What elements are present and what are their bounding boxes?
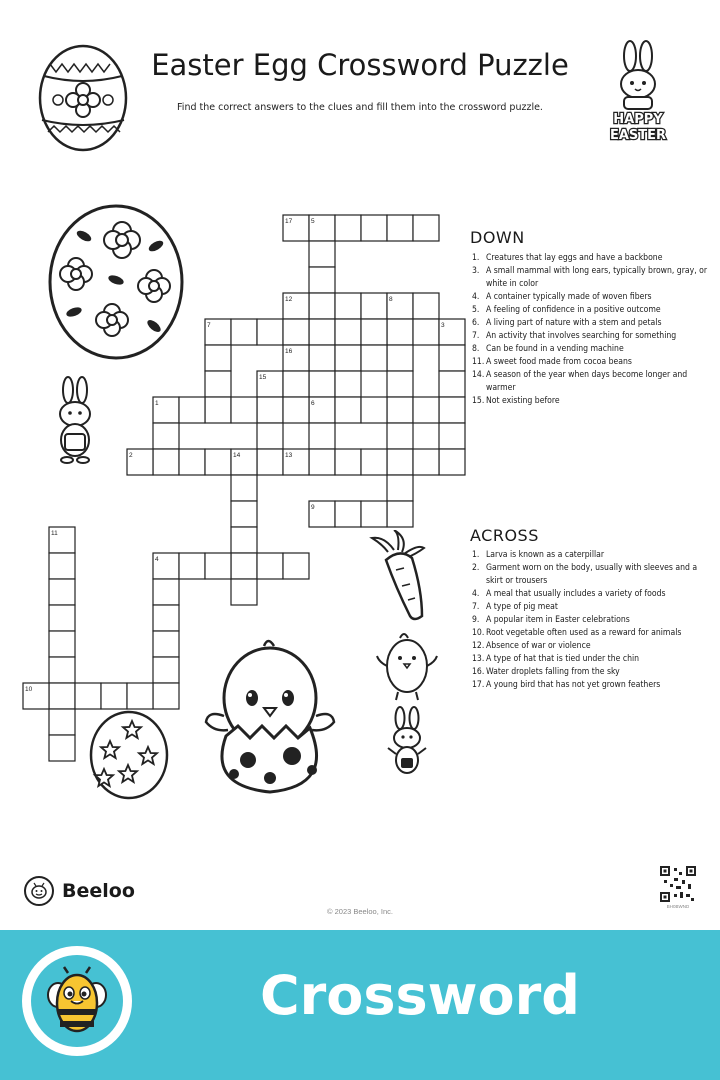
bunny-icon xyxy=(50,376,100,468)
crossword-cell[interactable] xyxy=(309,501,335,527)
crossword-cell[interactable] xyxy=(231,475,257,501)
across-clue xyxy=(472,653,712,666)
crossword-cell[interactable] xyxy=(75,683,101,709)
cell-number: 12 xyxy=(285,296,293,303)
cell-number: 14 xyxy=(233,452,241,459)
clue-text: A popular item in Easter celebrations xyxy=(486,615,630,625)
clue-number: 3. xyxy=(472,266,480,276)
crossword-cell[interactable] xyxy=(283,345,309,371)
crossword-cell[interactable] xyxy=(257,371,283,397)
crossword-cell[interactable] xyxy=(153,579,179,605)
crossword-cell[interactable] xyxy=(309,267,335,293)
clue-number: 1. xyxy=(472,550,480,560)
clue-text: Not existing before xyxy=(486,396,560,406)
brand[interactable] xyxy=(24,876,135,906)
crossword-cell[interactable] xyxy=(179,449,205,475)
clue-text: Water droplets falling from the sky xyxy=(486,667,620,677)
crossword-cell[interactable] xyxy=(23,683,49,709)
svg-text:EASTER: EASTER xyxy=(609,128,667,143)
cell-number: 7 xyxy=(207,322,211,329)
down-clue xyxy=(472,369,712,395)
clue-text: A feeling of confidence in a positive outcome xyxy=(486,305,661,315)
across-clue xyxy=(472,601,712,614)
cell-number: 13 xyxy=(285,452,293,459)
crossword-cell[interactable] xyxy=(309,293,335,319)
crossword-cell[interactable] xyxy=(49,683,75,709)
clue-number: 7. xyxy=(472,331,480,341)
clue-text: A type of hat that is tied under the chin xyxy=(486,654,640,664)
crossword-cell[interactable] xyxy=(231,579,257,605)
crossword-cell[interactable] xyxy=(387,449,413,475)
crossword-cell[interactable] xyxy=(413,397,439,423)
crossword-cell[interactable] xyxy=(257,449,283,475)
crossword-cell[interactable] xyxy=(179,397,205,423)
crossword-cell[interactable] xyxy=(205,449,231,475)
clue-number: 9. xyxy=(472,615,480,625)
clue-text: A type of pig meat xyxy=(486,602,558,612)
crossword-cell[interactable] xyxy=(439,423,465,449)
down-clue-list xyxy=(472,252,712,408)
crossword-cell[interactable] xyxy=(361,397,387,423)
clue-number: 2. xyxy=(472,563,480,573)
crossword-cell[interactable] xyxy=(387,215,413,241)
clue-text: A sweet food made from cocoa beans xyxy=(486,357,632,367)
crossword-cell[interactable] xyxy=(127,683,153,709)
clue-number: 16. xyxy=(472,667,485,677)
crossword-cell[interactable] xyxy=(153,449,179,475)
down-heading: DOWN xyxy=(470,228,525,247)
clue-text: A living part of nature with a stem and petals xyxy=(486,318,662,328)
crossword-cell[interactable] xyxy=(231,527,257,553)
crossword-cell[interactable] xyxy=(153,397,179,423)
crossword-cell[interactable] xyxy=(309,241,335,267)
crossword-cell[interactable] xyxy=(257,423,283,449)
crossword-cell[interactable] xyxy=(387,293,413,319)
crossword-cell[interactable] xyxy=(49,527,75,553)
across-clue xyxy=(472,679,712,692)
cell-number: 8 xyxy=(389,296,393,303)
crossword-cell[interactable] xyxy=(205,553,231,579)
cell-number: 11 xyxy=(51,530,58,537)
crossword-cell[interactable] xyxy=(413,319,439,345)
clue-number: 8. xyxy=(472,344,480,354)
egg-flower-icon xyxy=(36,40,130,152)
cell-number: 17 xyxy=(285,218,293,225)
crossword-cell[interactable] xyxy=(231,553,257,579)
clue-text: A meal that usually includes a variety of foods xyxy=(486,589,666,599)
crossword-cell[interactable] xyxy=(283,553,309,579)
crossword-cell[interactable] xyxy=(231,397,257,423)
clue-text: Can be found in a vending machine xyxy=(486,344,624,354)
qr-code-icon[interactable] xyxy=(660,866,696,902)
cell-number: 1 xyxy=(155,400,159,407)
crossword-cell[interactable] xyxy=(335,501,361,527)
crossword-cell[interactable] xyxy=(361,501,387,527)
cell-number: 3 xyxy=(441,322,445,329)
page-title: Easter Egg Crossword Puzzle xyxy=(151,48,569,82)
crossword-cell[interactable] xyxy=(309,319,335,345)
bee-icon xyxy=(44,965,110,1037)
bee-icon xyxy=(24,876,54,906)
crossword-cell[interactable] xyxy=(309,345,335,371)
crossword-cell[interactable] xyxy=(439,397,465,423)
down-clue xyxy=(472,252,712,265)
crossword-cell[interactable] xyxy=(257,319,283,345)
down-clue xyxy=(472,343,712,356)
clue-text: An activity that involves searching for something xyxy=(486,331,677,341)
crossword-cell[interactable] xyxy=(413,215,439,241)
clue-text: A container typically made of woven fibers xyxy=(486,292,652,302)
crossword-cell[interactable] xyxy=(335,397,361,423)
down-clue xyxy=(472,265,712,291)
crossword-cell[interactable] xyxy=(283,449,309,475)
crossword-cell[interactable] xyxy=(387,345,413,371)
clue-number: 13. xyxy=(472,654,485,664)
clue-number: 4. xyxy=(472,589,480,599)
crossword-cell[interactable] xyxy=(257,397,283,423)
crossword-cell[interactable] xyxy=(439,345,465,371)
clue-text: Creatures that lay eggs and have a backbone xyxy=(486,253,663,263)
crossword-cell[interactable] xyxy=(413,293,439,319)
clue-text: Larva is known as a caterpillar xyxy=(486,550,605,560)
crossword-cell[interactable] xyxy=(335,319,361,345)
crossword-cell[interactable] xyxy=(335,293,361,319)
crossword-cell[interactable] xyxy=(335,371,361,397)
bee-badge xyxy=(22,946,132,1056)
cell-number: 9 xyxy=(311,504,315,511)
crossword-cell[interactable] xyxy=(205,345,231,371)
crossword-cell[interactable] xyxy=(49,579,75,605)
crossword-cell[interactable] xyxy=(283,397,309,423)
clue-text: A small mammal with long ears, typically brown, gray, or white in color xyxy=(486,266,708,289)
across-clue xyxy=(472,562,712,588)
crossword-cell[interactable] xyxy=(127,449,153,475)
across-clue-list xyxy=(472,549,712,692)
down-clue xyxy=(472,304,712,317)
across-clue xyxy=(472,614,712,627)
crossword-cell[interactable] xyxy=(49,631,75,657)
crossword-cell[interactable] xyxy=(205,319,231,345)
clue-number: 7. xyxy=(472,602,480,612)
crossword-cell[interactable] xyxy=(231,319,257,345)
crossword-cell[interactable] xyxy=(335,215,361,241)
crossword-cell[interactable] xyxy=(387,423,413,449)
clue-text: A season of the year when days become longer and warmer xyxy=(486,370,688,393)
instructions: Find the correct answers to the clues and fill them into the crossword puzzle. xyxy=(177,102,543,113)
clue-number: 15. xyxy=(472,396,485,406)
happy-easter-badge xyxy=(600,108,676,144)
across-clue xyxy=(472,666,712,679)
clue-number: 4. xyxy=(472,292,480,302)
crossword-cell[interactable] xyxy=(361,215,387,241)
crossword-cell[interactable] xyxy=(309,371,335,397)
clue-number: 14. xyxy=(472,370,485,380)
crossword-cell[interactable] xyxy=(309,423,335,449)
crossword-cell[interactable] xyxy=(153,657,179,683)
crossword-cell[interactable] xyxy=(387,475,413,501)
crossword-cell[interactable] xyxy=(283,293,309,319)
crossword-cell[interactable] xyxy=(153,683,179,709)
qr-caption: BH0BWND xyxy=(666,904,690,909)
cell-number: 2 xyxy=(129,452,133,459)
crossword-cell[interactable] xyxy=(179,553,205,579)
crossword-cell[interactable] xyxy=(413,449,439,475)
clue-text: Root vegetable often used as a reward for animals xyxy=(486,628,682,638)
crossword-cell[interactable] xyxy=(439,319,465,345)
across-clue xyxy=(472,549,712,562)
clue-number: 6. xyxy=(472,318,480,328)
category-banner xyxy=(0,930,720,1080)
crossword-cell[interactable] xyxy=(101,683,127,709)
cell-number: 16 xyxy=(285,348,293,355)
crossword-cell[interactable] xyxy=(439,449,465,475)
down-clue xyxy=(472,330,712,343)
crossword-cell[interactable] xyxy=(257,553,283,579)
brand-name: Beeloo xyxy=(62,880,135,902)
crossword-cell[interactable] xyxy=(205,371,231,397)
across-clue xyxy=(472,588,712,601)
cell-number: 6 xyxy=(311,400,315,407)
cell-number: 10 xyxy=(25,686,33,693)
chick-icon xyxy=(376,630,438,702)
crossword-cell[interactable] xyxy=(283,215,309,241)
cell-number: 5 xyxy=(311,218,315,225)
crossword-cell[interactable] xyxy=(361,345,387,371)
crossword-cell[interactable] xyxy=(283,319,309,345)
crossword-cell[interactable] xyxy=(335,345,361,371)
crossword-cell[interactable] xyxy=(153,423,179,449)
crossword-cell[interactable] xyxy=(361,449,387,475)
crossword-cell[interactable] xyxy=(439,371,465,397)
crossword-cell[interactable] xyxy=(153,605,179,631)
clue-number: 11. xyxy=(472,357,485,367)
across-heading: ACROSS xyxy=(470,526,539,545)
crossword-cell[interactable] xyxy=(361,319,387,345)
down-clue xyxy=(472,395,712,408)
crossword-cell[interactable] xyxy=(205,397,231,423)
crossword-cell[interactable] xyxy=(309,449,335,475)
copyright: © 2023 Beeloo, Inc. xyxy=(327,907,393,916)
down-clue xyxy=(472,291,712,304)
cell-number: 15 xyxy=(259,374,267,381)
clue-text: Garment worn on the body, usually with sleeves and a skirt or trousers xyxy=(486,563,698,586)
clue-text: A young bird that has not yet grown feathers xyxy=(486,680,661,690)
crossword-cell[interactable] xyxy=(387,371,413,397)
clue-number: 5. xyxy=(472,305,480,315)
down-clue xyxy=(472,356,712,369)
crossword-cell[interactable] xyxy=(309,215,335,241)
egg-leaves-icon xyxy=(46,200,186,360)
carrot-icon xyxy=(364,530,430,622)
across-clue xyxy=(472,627,712,640)
crossword-cell[interactable] xyxy=(49,553,75,579)
crossword-cell[interactable] xyxy=(283,371,309,397)
crossword-cell[interactable] xyxy=(309,397,335,423)
crossword-cell[interactable] xyxy=(49,605,75,631)
clue-number: 1. xyxy=(472,253,480,263)
crossword-cell[interactable] xyxy=(387,319,413,345)
banner-label: Crossword xyxy=(260,964,580,1027)
crossword-cell[interactable] xyxy=(49,735,75,761)
crossword-cell[interactable] xyxy=(153,631,179,657)
down-clue xyxy=(472,317,712,330)
clue-number: 17. xyxy=(472,680,485,690)
crossword-cell[interactable] xyxy=(153,553,179,579)
crossword-cell[interactable] xyxy=(387,501,413,527)
crossword-cell[interactable] xyxy=(387,397,413,423)
crossword-cell[interactable] xyxy=(231,449,257,475)
svg-text:HAPPY: HAPPY xyxy=(613,112,663,127)
crossword-cell[interactable] xyxy=(49,657,75,683)
crossword-cell[interactable] xyxy=(361,293,387,319)
across-clue xyxy=(472,640,712,653)
crossword-cell[interactable] xyxy=(231,501,257,527)
clue-number: 10. xyxy=(472,628,485,638)
cell-number: 4 xyxy=(155,556,159,563)
clue-number: 12. xyxy=(472,641,485,651)
crossword-cell[interactable] xyxy=(335,449,361,475)
crossword-cell[interactable] xyxy=(49,709,75,735)
bunny-icon xyxy=(384,706,430,778)
chick-in-egg-icon xyxy=(204,636,336,796)
clue-text: Absence of war or violence xyxy=(486,641,591,651)
egg-stars-icon xyxy=(88,708,170,800)
